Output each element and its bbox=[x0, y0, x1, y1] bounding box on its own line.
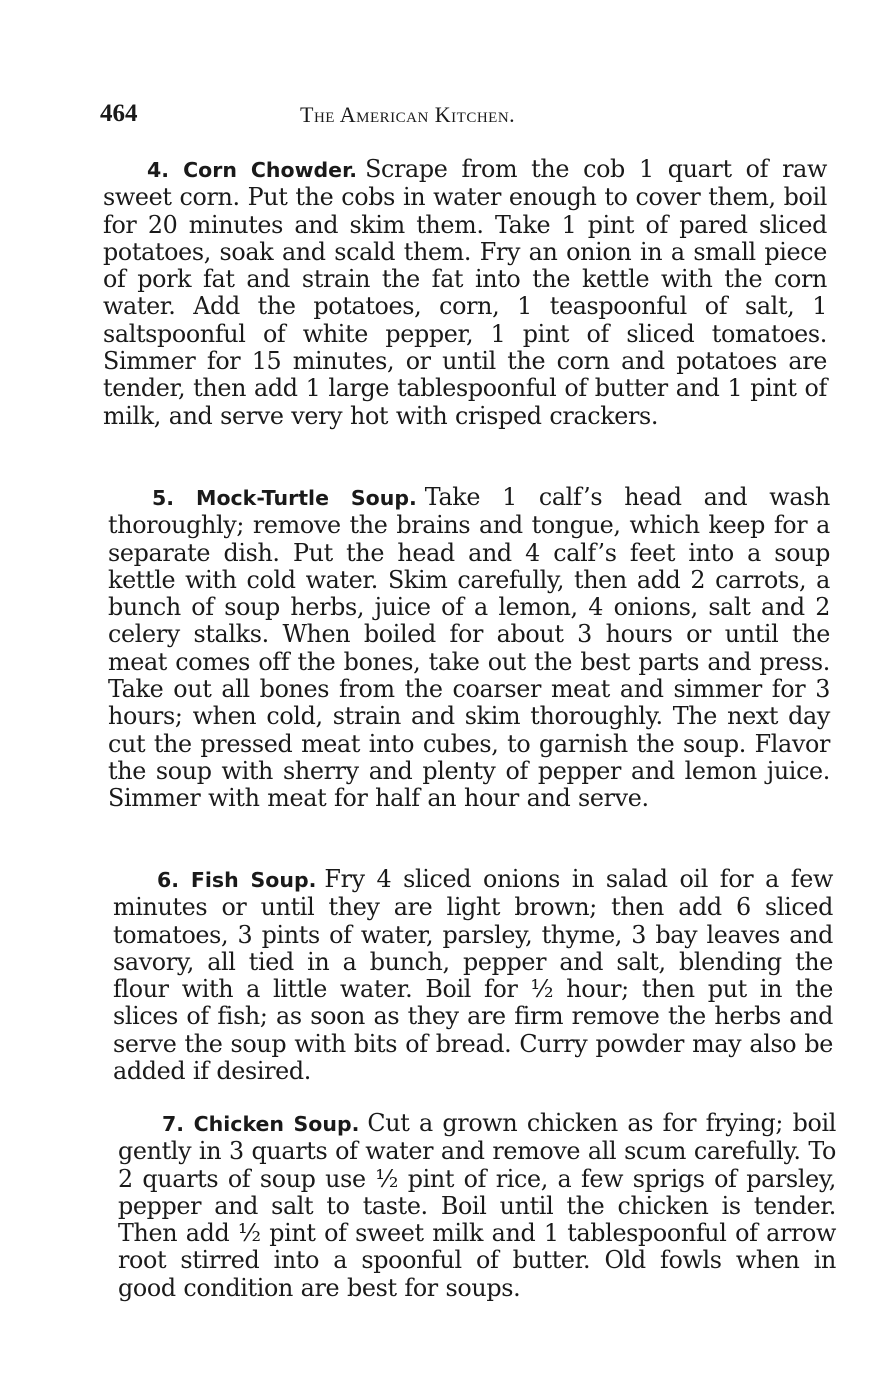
recipe-paragraph bbox=[113, 866, 833, 1085]
recipe-text: Scrape from the cob 1 quart of raw sweet corn. Put the cobs in water enough to cover them, boil for 20 minutes and skim them. Take 1 pint of pared sliced potatoes, soak and scald them. Fry an onion in a small piece of pork fat and strain the fat into the kettle with the corn water. Add the potatoes, corn, 1 teaspoonful of salt, 1 saltspoonful of white pepper, 1 pint of sliced tomatoes. Simmer for 15 minutes, or until the corn and potatoes are tender, then add 1 large tablespoonful of butter and 1 pint of milk, and serve very hot with crisped crackers. bbox=[103, 155, 828, 430]
recipe-title: Corn Chowder. bbox=[183, 158, 358, 182]
recipe-fish-soup bbox=[113, 866, 833, 1085]
recipe-chicken-soup bbox=[118, 1110, 836, 1302]
recipe-paragraph bbox=[118, 1110, 836, 1302]
recipe-title: Chicken Soup. bbox=[193, 1112, 360, 1136]
recipe-text: Take 1 calf’s head and wash thoroughly; remove the brains and tongue, which keep for a separate dish. Put the head and 4 calf’s feet into a soup kettle with cold water. Skim carefully, then add 2 carrots, a bunch of soup herbs, juice of a lemon, 4 onions, salt and 2 celery stalks. When boiled for about 3 hours or until the meat comes off the bones, take out the best parts and press. Take out all bones from the coarser meat and simmer for 3 hours; when cold, strain and skim thoroughly. The next day cut the pressed meat into cubes, to garnish the soup. Flavor the soup with sherry and plenty of pepper and lemon juice. Simmer with meat for half an hour and serve. bbox=[108, 483, 830, 813]
recipe-number: 6. bbox=[157, 868, 180, 892]
recipe-title: Mock-Turtle Soup. bbox=[196, 486, 417, 510]
recipe-text: Fry 4 sliced onions in salad oil for a few minutes or until they are light brown; then add 6 sliced tomatoes, 3 pints of water, parsley, thyme, 3 bay leaves and savory, all tied in a bunch, pepper and salt, blending the flour with a little water. Boil for ½ hour; then put in the slices of fish; as soon as they are firm remove the herbs and serve the soup with bits of bread. Curry powder may also be added if desired. bbox=[113, 865, 833, 1086]
recipe-text: Cut a grown chicken as for frying; boil gently in 3 quarts of water and remove all scum carefully. To 2 quarts of soup use ½ pint of rice, a few sprigs of parsley, pepper and salt to taste. Boil until the chicken is tender. Then add ½ pint of sweet milk and 1 tablespoonful of arrow root stirred into a spoonful of butter. Old fowls when in good condition are best for soups. bbox=[118, 1109, 836, 1302]
recipe-mock-turtle-soup bbox=[108, 484, 830, 813]
recipe-number: 7. bbox=[162, 1112, 185, 1136]
recipe-paragraph bbox=[108, 484, 830, 813]
recipe-number: 4. bbox=[147, 158, 170, 182]
page-number: 464 bbox=[100, 100, 138, 127]
book-title: The American Kitchen. bbox=[300, 102, 516, 127]
recipe-title: Fish Soup. bbox=[190, 868, 317, 892]
recipe-paragraph bbox=[103, 156, 827, 430]
recipe-corn-chowder bbox=[103, 156, 827, 430]
recipe-number: 5. bbox=[152, 486, 175, 510]
running-head bbox=[100, 100, 840, 132]
